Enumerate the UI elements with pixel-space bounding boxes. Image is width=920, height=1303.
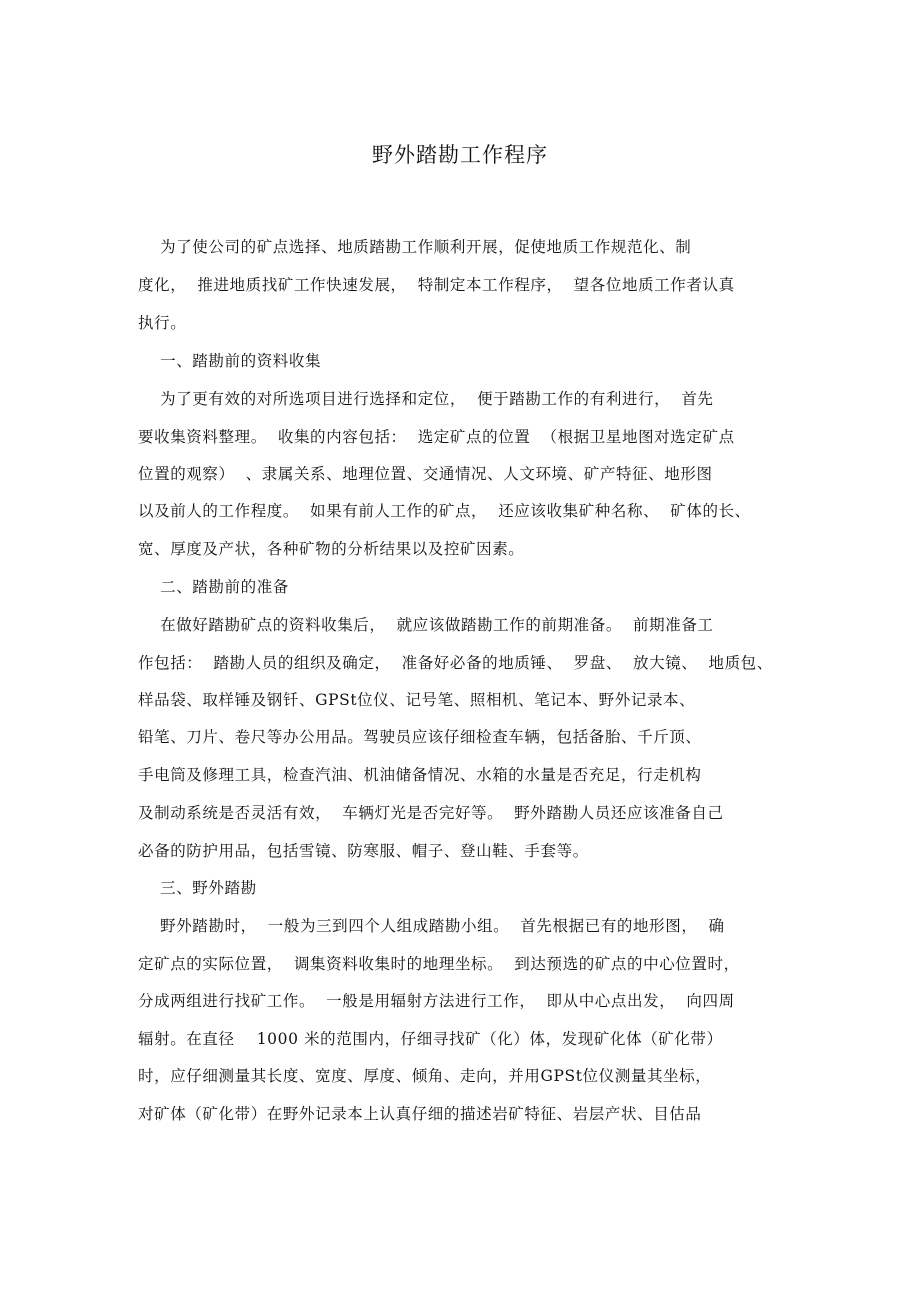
paragraph-line: 样品袋、取样锤及钢钎、GPSt位仪、记号笔、照相机、笔记本、野外记录本、 — [138, 691, 696, 709]
paragraph-line: 铅笔、刀片、卷尺等办公用品。驾驶员应该仔细检查车辆，包括备胎、千斤顶、 — [138, 728, 702, 746]
paragraph-line: 定矿点的实际位置， 调集资料收集时的地理坐标。 到达预选的矿点的中心位置时， — [138, 955, 740, 973]
paragraph-line: 对矿体（矿化带）在野外记录本上认真仔细的描述岩矿特征、岩层产状、目估品 — [138, 1105, 702, 1123]
section-heading: 二、踏勘前的准备 — [138, 578, 289, 596]
paragraph-line: 作包括： 踏勘人员的组织及确定， 准备好必备的地质锤、 罗盘、 放大镜、 地质包、 — [138, 654, 773, 672]
document-title: 野外踏勘工作程序 — [372, 143, 548, 167]
paragraph-line: 分成两组进行找矿工作。 一般是用辐射方法进行工作， 即从中心点出发， 向四周 — [138, 992, 735, 1010]
paragraph-line: 要收集资料整理。 收集的内容包括： 选定矿点的位置 （根据卫星地图对选定矿点 — [138, 428, 735, 446]
section-heading: 一、踏勘前的资料收集 — [138, 352, 322, 370]
paragraph-line: 必备的防护用品，包括雪镜、防寒服、帽子、登山鞋、手套等。 — [138, 842, 589, 860]
paragraph-line: 在做好踏勘矿点的资料收集后， 就应该做踏勘工作的前期准备。 前期准备工 — [138, 616, 714, 634]
paragraph-line: 为了使公司的矿点选择、地质踏勘工作顺利开展，促使地质工作规范化、制 — [138, 238, 692, 256]
paragraph-line: 以及前人的工作程度。 如果有前人工作的矿点， 还应该收集矿种名称、 矿体的长、 — [138, 502, 751, 520]
paragraph-line: 执行。 — [138, 314, 187, 332]
paragraph-line: 时，应仔细测量其长度、宽度、厚度、倾角、走向，并用GPSt位仪测量其坐标， — [138, 1067, 712, 1085]
paragraph-line: 位置的观察） 、隶属关系、地理位置、交通情况、人文环境、矿产特征、地形图 — [138, 465, 713, 483]
paragraph-line: 野外踏勘时， 一般为三到四个人组成踏勘小组。 首先根据已有的地形图， 确 — [138, 917, 725, 935]
paragraph-line: 及制动系统是否灵活有效， 车辆灯光是否完好等。 野外踏勘人员还应该准备自己 — [138, 804, 724, 822]
section-heading: 三、野外踏勘 — [138, 879, 257, 897]
paragraph-line: 宽、厚度及产状，各种矿物的分析结果以及控矿因素。 — [138, 540, 525, 558]
paragraph-line: 为了更有效的对所选项目进行选择和定位， 便于踏勘工作的有利进行， 首先 — [138, 390, 714, 408]
paragraph-line: 辐射。在直径 1000 米的范围内，仔细寻找矿（化）体，发现矿化体（矿化带） — [138, 1030, 723, 1048]
paragraph-line: 度化， 推进地质找矿工作快速发展， 特制定本工作程序， 望各位地质工作者认真 — [138, 276, 735, 294]
paragraph-line: 手电筒及修理工具，检查汽油、机油储备情况、水箱的水量是否充足，行走机构 — [138, 766, 702, 784]
